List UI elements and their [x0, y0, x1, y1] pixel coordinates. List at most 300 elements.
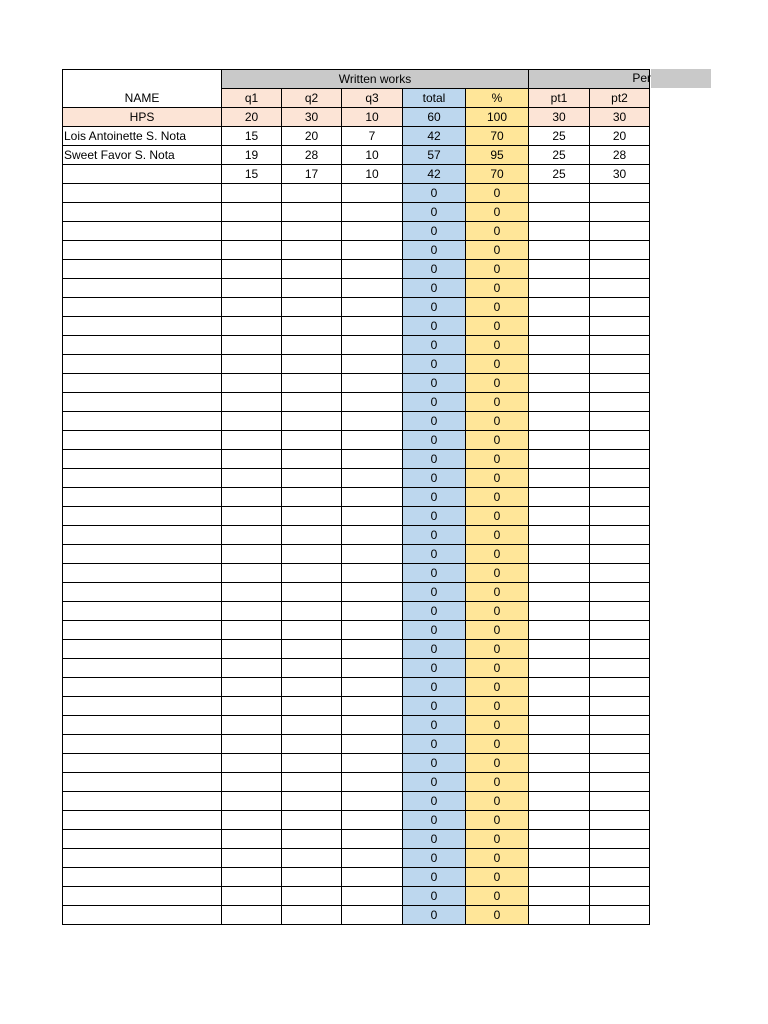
score-cell-percent[interactable]: 0 — [466, 583, 529, 602]
score-cell-pt2[interactable] — [590, 526, 650, 545]
student-name-cell[interactable] — [63, 469, 222, 488]
score-cell-total[interactable]: 0 — [403, 393, 466, 412]
score-cell-q3[interactable] — [342, 887, 403, 906]
score-cell-pt2[interactable] — [590, 849, 650, 868]
score-cell-percent[interactable]: 0 — [466, 336, 529, 355]
score-cell-pt1[interactable] — [529, 412, 590, 431]
score-cell-total[interactable]: 0 — [403, 488, 466, 507]
score-cell-q2[interactable] — [282, 393, 342, 412]
score-cell-q2[interactable] — [282, 564, 342, 583]
score-cell-pt1[interactable] — [529, 887, 590, 906]
score-cell-pt1[interactable] — [529, 241, 590, 260]
student-name-cell[interactable] — [63, 602, 222, 621]
score-cell-percent[interactable]: 0 — [466, 412, 529, 431]
score-cell-total[interactable]: 0 — [403, 849, 466, 868]
score-cell-q3[interactable] — [342, 488, 403, 507]
score-cell-percent[interactable]: 0 — [466, 184, 529, 203]
score-cell-q2[interactable] — [282, 431, 342, 450]
score-cell-q3[interactable] — [342, 241, 403, 260]
score-cell-q1[interactable] — [222, 431, 282, 450]
column-header-total[interactable]: total — [403, 89, 466, 108]
score-cell-pt2[interactable] — [590, 830, 650, 849]
score-cell-q2[interactable] — [282, 450, 342, 469]
score-cell-pt1[interactable] — [529, 336, 590, 355]
score-cell-percent[interactable]: 0 — [466, 640, 529, 659]
score-cell-pt1[interactable] — [529, 830, 590, 849]
score-cell-pt2[interactable] — [590, 507, 650, 526]
student-name-cell[interactable] — [63, 754, 222, 773]
score-cell-percent[interactable]: 0 — [466, 374, 529, 393]
name-column-header[interactable]: NAME — [63, 89, 222, 108]
score-cell-q3[interactable] — [342, 659, 403, 678]
score-cell-pt1[interactable] — [529, 773, 590, 792]
score-cell-percent[interactable]: 0 — [466, 488, 529, 507]
score-cell-pt2[interactable] — [590, 868, 650, 887]
score-cell-pt1[interactable] — [529, 716, 590, 735]
score-cell-q3[interactable] — [342, 203, 403, 222]
score-cell-pt2[interactable] — [590, 469, 650, 488]
score-cell-pt1[interactable] — [529, 374, 590, 393]
score-cell-q1[interactable] — [222, 298, 282, 317]
score-cell-pt2[interactable] — [590, 393, 650, 412]
score-cell-q2[interactable] — [282, 374, 342, 393]
score-cell-q3[interactable] — [342, 716, 403, 735]
score-cell-q1[interactable] — [222, 868, 282, 887]
score-cell-total[interactable]: 0 — [403, 887, 466, 906]
score-cell-q2[interactable] — [282, 336, 342, 355]
score-cell-q2[interactable] — [282, 203, 342, 222]
score-cell-total[interactable]: 0 — [403, 830, 466, 849]
score-cell-pt2[interactable] — [590, 222, 650, 241]
score-cell-pt1[interactable] — [529, 260, 590, 279]
score-cell-pt1[interactable] — [529, 545, 590, 564]
score-cell-total[interactable]: 0 — [403, 355, 466, 374]
student-name-cell[interactable]: Lois Antoinette S. Nota — [63, 127, 222, 146]
score-cell-pt1[interactable] — [529, 355, 590, 374]
score-cell-percent[interactable]: 0 — [466, 393, 529, 412]
score-cell-q2[interactable] — [282, 469, 342, 488]
score-cell-total[interactable]: 0 — [403, 222, 466, 241]
score-cell-q3[interactable] — [342, 279, 403, 298]
score-cell-q1[interactable] — [222, 469, 282, 488]
score-cell-pt1[interactable] — [529, 735, 590, 754]
student-name-cell[interactable] — [63, 431, 222, 450]
student-name-cell[interactable] — [63, 298, 222, 317]
score-cell-percent[interactable]: 0 — [466, 754, 529, 773]
student-name-cell[interactable] — [63, 830, 222, 849]
score-cell-percent[interactable]: 0 — [466, 317, 529, 336]
score-cell-q2[interactable] — [282, 488, 342, 507]
score-cell-total[interactable]: 0 — [403, 279, 466, 298]
score-cell-q3[interactable] — [342, 450, 403, 469]
score-cell-pt1[interactable] — [529, 469, 590, 488]
score-cell-pt2[interactable] — [590, 279, 650, 298]
score-cell-percent[interactable]: 0 — [466, 279, 529, 298]
score-cell-q3[interactable] — [342, 469, 403, 488]
score-cell-q2[interactable] — [282, 317, 342, 336]
score-cell-q3[interactable] — [342, 583, 403, 602]
column-header-pt1[interactable]: pt1 — [529, 89, 590, 108]
student-name-cell[interactable] — [63, 203, 222, 222]
column-header-percent[interactable]: % — [466, 89, 529, 108]
student-name-cell[interactable] — [63, 659, 222, 678]
score-cell-q1[interactable] — [222, 526, 282, 545]
score-cell-pt1[interactable] — [529, 184, 590, 203]
student-name-cell[interactable] — [63, 545, 222, 564]
student-name-cell[interactable] — [63, 792, 222, 811]
score-cell-percent[interactable]: 0 — [466, 507, 529, 526]
score-cell-q3[interactable] — [342, 545, 403, 564]
student-name-cell[interactable] — [63, 735, 222, 754]
score-cell-q2[interactable]: 17 — [282, 165, 342, 184]
score-cell-q1[interactable] — [222, 241, 282, 260]
score-cell-total[interactable]: 0 — [403, 298, 466, 317]
score-cell-total[interactable]: 57 — [403, 146, 466, 165]
score-cell-pt1[interactable] — [529, 279, 590, 298]
score-cell-pt1[interactable] — [529, 849, 590, 868]
score-cell-pt2[interactable] — [590, 754, 650, 773]
score-cell-q3[interactable]: 10 — [342, 165, 403, 184]
student-name-cell[interactable] — [63, 450, 222, 469]
score-cell-q3[interactable] — [342, 811, 403, 830]
score-cell-total[interactable]: 0 — [403, 621, 466, 640]
student-name-cell[interactable] — [63, 279, 222, 298]
score-cell-q3[interactable] — [342, 621, 403, 640]
score-cell-total[interactable]: 0 — [403, 507, 466, 526]
score-cell-total[interactable]: 0 — [403, 545, 466, 564]
score-cell-q2[interactable] — [282, 697, 342, 716]
score-cell-q3[interactable] — [342, 298, 403, 317]
score-cell-pt1[interactable]: 25 — [529, 146, 590, 165]
student-name-cell[interactable] — [63, 488, 222, 507]
score-cell-q3[interactable] — [342, 868, 403, 887]
student-name-cell[interactable] — [63, 317, 222, 336]
score-cell-q3[interactable] — [342, 754, 403, 773]
student-name-cell[interactable] — [63, 184, 222, 203]
score-cell-pt2[interactable] — [590, 773, 650, 792]
score-cell-total[interactable]: 0 — [403, 336, 466, 355]
score-cell-pt1[interactable] — [529, 222, 590, 241]
score-cell-percent[interactable]: 0 — [466, 659, 529, 678]
score-cell-q1[interactable] — [222, 450, 282, 469]
score-cell-total[interactable]: 0 — [403, 602, 466, 621]
score-cell-q3[interactable] — [342, 735, 403, 754]
score-cell-total[interactable]: 42 — [403, 165, 466, 184]
score-cell-q2[interactable] — [282, 355, 342, 374]
score-cell-percent[interactable]: 0 — [466, 450, 529, 469]
score-cell-total[interactable]: 0 — [403, 469, 466, 488]
score-cell-pt2[interactable] — [590, 336, 650, 355]
score-cell-percent[interactable]: 0 — [466, 830, 529, 849]
score-cell-total[interactable]: 0 — [403, 773, 466, 792]
score-cell-q2[interactable] — [282, 241, 342, 260]
score-cell-pt2[interactable] — [590, 298, 650, 317]
score-cell-percent[interactable]: 0 — [466, 469, 529, 488]
score-cell-q3[interactable] — [342, 602, 403, 621]
score-cell-percent[interactable]: 0 — [466, 203, 529, 222]
score-cell-pt1[interactable] — [529, 583, 590, 602]
score-cell-q1[interactable] — [222, 260, 282, 279]
score-cell-pt2[interactable] — [590, 716, 650, 735]
score-cell-q1[interactable] — [222, 640, 282, 659]
score-cell-q3[interactable] — [342, 507, 403, 526]
score-cell-percent[interactable]: 0 — [466, 773, 529, 792]
score-cell-q3[interactable] — [342, 222, 403, 241]
student-name-cell[interactable] — [63, 640, 222, 659]
score-cell-q2[interactable]: 20 — [282, 127, 342, 146]
student-name-cell[interactable] — [63, 526, 222, 545]
score-cell-percent[interactable]: 0 — [466, 697, 529, 716]
score-cell-total[interactable]: 0 — [403, 241, 466, 260]
score-cell-pt1[interactable] — [529, 488, 590, 507]
score-cell-total[interactable]: 0 — [403, 317, 466, 336]
score-cell-q3[interactable] — [342, 260, 403, 279]
score-cell-pt2[interactable] — [590, 203, 650, 222]
score-cell-q1[interactable] — [222, 583, 282, 602]
score-cell-q3[interactable] — [342, 526, 403, 545]
score-cell-pt2[interactable] — [590, 317, 650, 336]
score-cell-percent[interactable]: 95 — [466, 146, 529, 165]
score-cell-total[interactable]: 0 — [403, 260, 466, 279]
score-cell-q2[interactable] — [282, 887, 342, 906]
score-cell-q1[interactable] — [222, 507, 282, 526]
score-cell-total[interactable]: 0 — [403, 640, 466, 659]
score-cell-q2[interactable] — [282, 222, 342, 241]
score-cell-pt2[interactable] — [590, 640, 650, 659]
score-cell-total[interactable]: 0 — [403, 754, 466, 773]
score-cell-q1[interactable] — [222, 621, 282, 640]
score-cell-pt1[interactable] — [529, 203, 590, 222]
score-cell-q3[interactable] — [342, 564, 403, 583]
student-name-cell[interactable] — [63, 887, 222, 906]
score-cell-pt2[interactable] — [590, 260, 650, 279]
score-cell-percent[interactable]: 0 — [466, 716, 529, 735]
student-name-cell[interactable] — [63, 678, 222, 697]
hps-pt1-cell[interactable]: 30 — [529, 108, 590, 127]
score-cell-pt2[interactable] — [590, 431, 650, 450]
score-cell-q3[interactable] — [342, 374, 403, 393]
score-cell-q1[interactable] — [222, 336, 282, 355]
score-cell-pt2[interactable]: 20 — [590, 127, 650, 146]
score-cell-q2[interactable] — [282, 811, 342, 830]
score-cell-total[interactable]: 42 — [403, 127, 466, 146]
score-cell-pt2[interactable] — [590, 735, 650, 754]
score-cell-q2[interactable] — [282, 526, 342, 545]
column-header-q2[interactable]: q2 — [282, 89, 342, 108]
score-cell-q2[interactable] — [282, 545, 342, 564]
score-cell-q3[interactable] — [342, 678, 403, 697]
score-cell-q1[interactable] — [222, 412, 282, 431]
score-cell-pt1[interactable] — [529, 678, 590, 697]
student-name-cell[interactable] — [63, 811, 222, 830]
score-cell-q2[interactable] — [282, 279, 342, 298]
score-cell-pt2[interactable] — [590, 621, 650, 640]
student-name-cell[interactable] — [63, 697, 222, 716]
hps-q3-cell[interactable]: 10 — [342, 108, 403, 127]
score-cell-q1[interactable] — [222, 754, 282, 773]
score-cell-total[interactable]: 0 — [403, 412, 466, 431]
score-cell-q1[interactable] — [222, 773, 282, 792]
score-cell-percent[interactable]: 0 — [466, 678, 529, 697]
student-name-cell[interactable] — [63, 583, 222, 602]
score-cell-total[interactable]: 0 — [403, 203, 466, 222]
score-cell-pt1[interactable] — [529, 431, 590, 450]
score-cell-q3[interactable] — [342, 184, 403, 203]
hps-total-cell[interactable]: 60 — [403, 108, 466, 127]
score-cell-q2[interactable] — [282, 412, 342, 431]
score-cell-total[interactable]: 0 — [403, 526, 466, 545]
written-works-group-header[interactable]: Written works — [222, 70, 529, 89]
score-cell-q1[interactable] — [222, 393, 282, 412]
score-cell-percent[interactable]: 0 — [466, 602, 529, 621]
score-cell-percent[interactable]: 0 — [466, 431, 529, 450]
score-cell-q1[interactable] — [222, 564, 282, 583]
score-cell-q1[interactable] — [222, 602, 282, 621]
column-header-q3[interactable]: q3 — [342, 89, 403, 108]
score-cell-pt1[interactable]: 25 — [529, 165, 590, 184]
score-cell-q2[interactable] — [282, 659, 342, 678]
score-cell-q1[interactable] — [222, 545, 282, 564]
score-cell-pt2[interactable] — [590, 450, 650, 469]
score-cell-percent[interactable]: 0 — [466, 792, 529, 811]
score-cell-total[interactable]: 0 — [403, 678, 466, 697]
score-cell-percent[interactable]: 0 — [466, 260, 529, 279]
student-name-cell[interactable] — [63, 868, 222, 887]
score-cell-total[interactable]: 0 — [403, 868, 466, 887]
hps-percent-cell[interactable]: 100 — [466, 108, 529, 127]
score-cell-pt1[interactable] — [529, 317, 590, 336]
student-name-cell[interactable] — [63, 507, 222, 526]
score-cell-pt2[interactable] — [590, 659, 650, 678]
score-cell-percent[interactable]: 0 — [466, 811, 529, 830]
score-cell-pt2[interactable] — [590, 488, 650, 507]
score-cell-q2[interactable] — [282, 735, 342, 754]
score-cell-q3[interactable] — [342, 906, 403, 925]
score-cell-pt1[interactable] — [529, 906, 590, 925]
score-cell-total[interactable]: 0 — [403, 659, 466, 678]
score-cell-total[interactable]: 0 — [403, 906, 466, 925]
score-cell-q1[interactable] — [222, 374, 282, 393]
hps-q2-cell[interactable]: 30 — [282, 108, 342, 127]
score-cell-q2[interactable] — [282, 906, 342, 925]
score-cell-q3[interactable] — [342, 317, 403, 336]
score-cell-pt1[interactable] — [529, 298, 590, 317]
score-cell-q3[interactable] — [342, 640, 403, 659]
score-cell-percent[interactable]: 0 — [466, 868, 529, 887]
score-cell-q2[interactable] — [282, 773, 342, 792]
student-name-cell[interactable] — [63, 393, 222, 412]
hps-pt2-cell[interactable]: 30 — [590, 108, 650, 127]
name-header-top-cell[interactable] — [63, 70, 222, 89]
score-cell-q1[interactable] — [222, 716, 282, 735]
score-cell-total[interactable]: 0 — [403, 431, 466, 450]
score-cell-pt2[interactable]: 30 — [590, 165, 650, 184]
student-name-cell[interactable] — [63, 374, 222, 393]
score-cell-q1[interactable] — [222, 678, 282, 697]
score-cell-q3[interactable] — [342, 830, 403, 849]
student-name-cell[interactable] — [63, 222, 222, 241]
score-cell-q1[interactable] — [222, 830, 282, 849]
score-cell-pt1[interactable] — [529, 526, 590, 545]
score-cell-q2[interactable]: 28 — [282, 146, 342, 165]
score-cell-total[interactable]: 0 — [403, 697, 466, 716]
student-name-cell[interactable] — [63, 773, 222, 792]
student-name-cell[interactable] — [63, 260, 222, 279]
student-name-cell[interactable] — [63, 412, 222, 431]
score-cell-q2[interactable] — [282, 621, 342, 640]
score-cell-q2[interactable] — [282, 298, 342, 317]
score-cell-q1[interactable] — [222, 355, 282, 374]
score-cell-q1[interactable] — [222, 488, 282, 507]
score-cell-q1[interactable] — [222, 279, 282, 298]
score-cell-pt2[interactable] — [590, 564, 650, 583]
score-cell-q3[interactable]: 10 — [342, 146, 403, 165]
student-name-cell[interactable] — [63, 849, 222, 868]
score-cell-pt2[interactable] — [590, 412, 650, 431]
score-cell-q1[interactable] — [222, 203, 282, 222]
score-cell-q2[interactable] — [282, 260, 342, 279]
score-cell-pt2[interactable] — [590, 184, 650, 203]
score-cell-pt1[interactable] — [529, 811, 590, 830]
score-cell-total[interactable]: 0 — [403, 450, 466, 469]
student-name-cell[interactable]: Sweet Favor S. Nota — [63, 146, 222, 165]
score-cell-q2[interactable] — [282, 849, 342, 868]
hps-label-cell[interactable]: HPS — [63, 108, 222, 127]
score-cell-q1[interactable] — [222, 659, 282, 678]
student-name-cell[interactable] — [63, 165, 222, 184]
score-cell-q2[interactable] — [282, 602, 342, 621]
score-cell-pt2[interactable] — [590, 602, 650, 621]
student-name-cell[interactable] — [63, 336, 222, 355]
score-cell-pt1[interactable] — [529, 868, 590, 887]
score-cell-percent[interactable]: 0 — [466, 355, 529, 374]
score-cell-q1[interactable]: 15 — [222, 127, 282, 146]
score-cell-percent[interactable]: 0 — [466, 298, 529, 317]
column-header-pt2[interactable]: pt2 — [590, 89, 650, 108]
score-cell-pt1[interactable] — [529, 659, 590, 678]
score-cell-pt2[interactable] — [590, 241, 650, 260]
score-cell-q3[interactable] — [342, 773, 403, 792]
score-cell-q1[interactable] — [222, 317, 282, 336]
score-cell-percent[interactable]: 0 — [466, 545, 529, 564]
score-cell-percent[interactable]: 0 — [466, 621, 529, 640]
score-cell-percent[interactable]: 0 — [466, 241, 529, 260]
score-cell-pt2[interactable] — [590, 545, 650, 564]
score-cell-pt1[interactable] — [529, 564, 590, 583]
score-cell-percent[interactable]: 0 — [466, 222, 529, 241]
score-cell-pt2[interactable] — [590, 355, 650, 374]
score-cell-pt1[interactable] — [529, 621, 590, 640]
score-cell-percent[interactable]: 0 — [466, 526, 529, 545]
score-cell-percent[interactable]: 0 — [466, 735, 529, 754]
score-cell-percent[interactable]: 0 — [466, 849, 529, 868]
score-cell-q2[interactable] — [282, 678, 342, 697]
student-name-cell[interactable] — [63, 355, 222, 374]
score-cell-pt2[interactable]: 28 — [590, 146, 650, 165]
score-cell-pt2[interactable] — [590, 374, 650, 393]
score-cell-total[interactable]: 0 — [403, 583, 466, 602]
score-cell-pt1[interactable] — [529, 393, 590, 412]
score-cell-q3[interactable] — [342, 849, 403, 868]
score-cell-pt2[interactable] — [590, 887, 650, 906]
score-cell-q1[interactable] — [222, 849, 282, 868]
score-cell-q2[interactable] — [282, 792, 342, 811]
score-cell-total[interactable]: 0 — [403, 184, 466, 203]
score-cell-total[interactable]: 0 — [403, 811, 466, 830]
score-cell-pt1[interactable] — [529, 697, 590, 716]
score-cell-q3[interactable] — [342, 355, 403, 374]
score-cell-q1[interactable] — [222, 697, 282, 716]
